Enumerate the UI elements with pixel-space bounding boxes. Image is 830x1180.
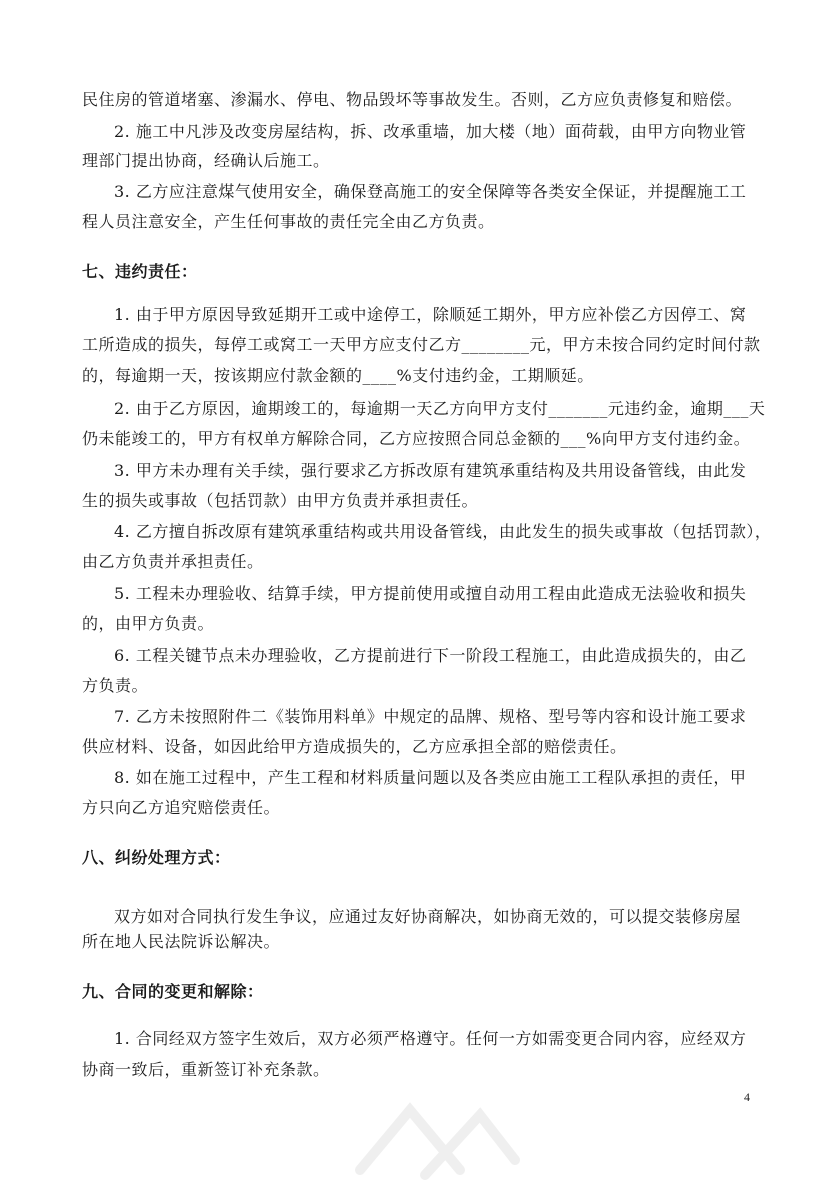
text-line: 的，每逾期一天，按该期应付款金额的____%支付违约金，工期顺延。 [82,366,594,385]
text-line: 供应材料、设备，如因此给甲方造成损失的，乙方应承担全部的赔偿责任。 [82,737,627,756]
text-line: 3. 甲方未办理有关手续，强行要求乙方拆改原有建筑承重结构及共用设备管线，由此发 [114,461,747,480]
text-line: 所在地人民法院诉讼解决。 [82,932,281,951]
page-number: 4 [744,1090,750,1104]
text-line: 工所造成的损失，每停工或窝工一天甲方应支付乙方________元，甲方未按合同约定时间付款 [82,335,761,354]
section-heading-breach: 七、违约责任： [82,262,198,281]
text-line: 理部门提出协商，经确认后施工。 [82,151,330,170]
text-line: 方负责。 [82,676,149,695]
text-line: 由乙方负责并承担责任。 [82,552,264,571]
text-line: 方只向乙方追究赔偿责任。 [82,798,281,817]
text-line: 的，由甲方负责。 [82,614,215,633]
text-line: 协商一致后，重新签订补充条款。 [82,1060,330,1079]
text-line: 7. 乙方未按照附件二《装饰用料单》中规定的品牌、规格、型号等内容和设计施工要求 [114,707,747,726]
text-line: 4. 乙方擅自拆改原有建筑承重结构或共用设备管线，由此发生的损失或事故（包括罚款）， [114,522,772,541]
text-line: 8. 如在施工过程中，产生工程和材料质量问题以及各类应由施工工程队承担的责任，甲 [114,768,747,787]
text-line: 程人员注意安全，产生任何事故的责任完全由乙方负责。 [82,212,495,231]
text-line: 6. 工程关键节点未办理验收，乙方提前进行下一阶段工程施工，由此造成损失的，由乙 [114,646,747,665]
section-heading-amendment: 九、合同的变更和解除： [82,982,264,1001]
section-heading-disputes: 八、纠纷处理方式： [82,848,231,867]
text-line: 仍未能竣工的，甲方有权单方解除合同，乙方应按照合同总金额的___%向甲方支付违约金。 [82,429,751,448]
watermark-graphic [330,1090,530,1180]
text-line: 2. 由于乙方原因，逾期竣工的，每逾期一天乙方向甲方支付_______元违约金，逾期___天 [114,399,766,418]
text-line: 生的损失或事故（包括罚款）由甲方负责并承担责任。 [82,491,479,510]
text-line: 5. 工程未办理验收、结算手续，甲方提前使用或擅自动用工程由此造成无法验收和损失 [114,584,747,603]
text-line: 民住房的管道堵塞、渗漏水、停电、物品毁坏等事故发生。否则，乙方应负责修复和赔偿。 [82,90,743,109]
text-line: 1. 合同经双方签字生效后，双方必须严格遵守。任何一方如需变更合同内容，应经双方 [114,1029,747,1048]
text-line: 1. 由于甲方原因导致延期开工或中途停工，除顺延工期外，甲方应补偿乙方因停工、窝 [114,305,747,324]
text-line: 双方如对合同执行发生争议，应通过友好协商解决，如协商无效的，可以提交装修房屋 [114,907,742,926]
text-line: 3. 乙方应注意煤气使用安全，确保登高施工的安全保障等各类安全保证，并提醒施工工 [114,182,747,201]
text-line: 2. 施工中凡涉及改变房屋结构，拆、改承重墙，加大楼（地）面荷载，由甲方向物业管 [114,122,747,141]
